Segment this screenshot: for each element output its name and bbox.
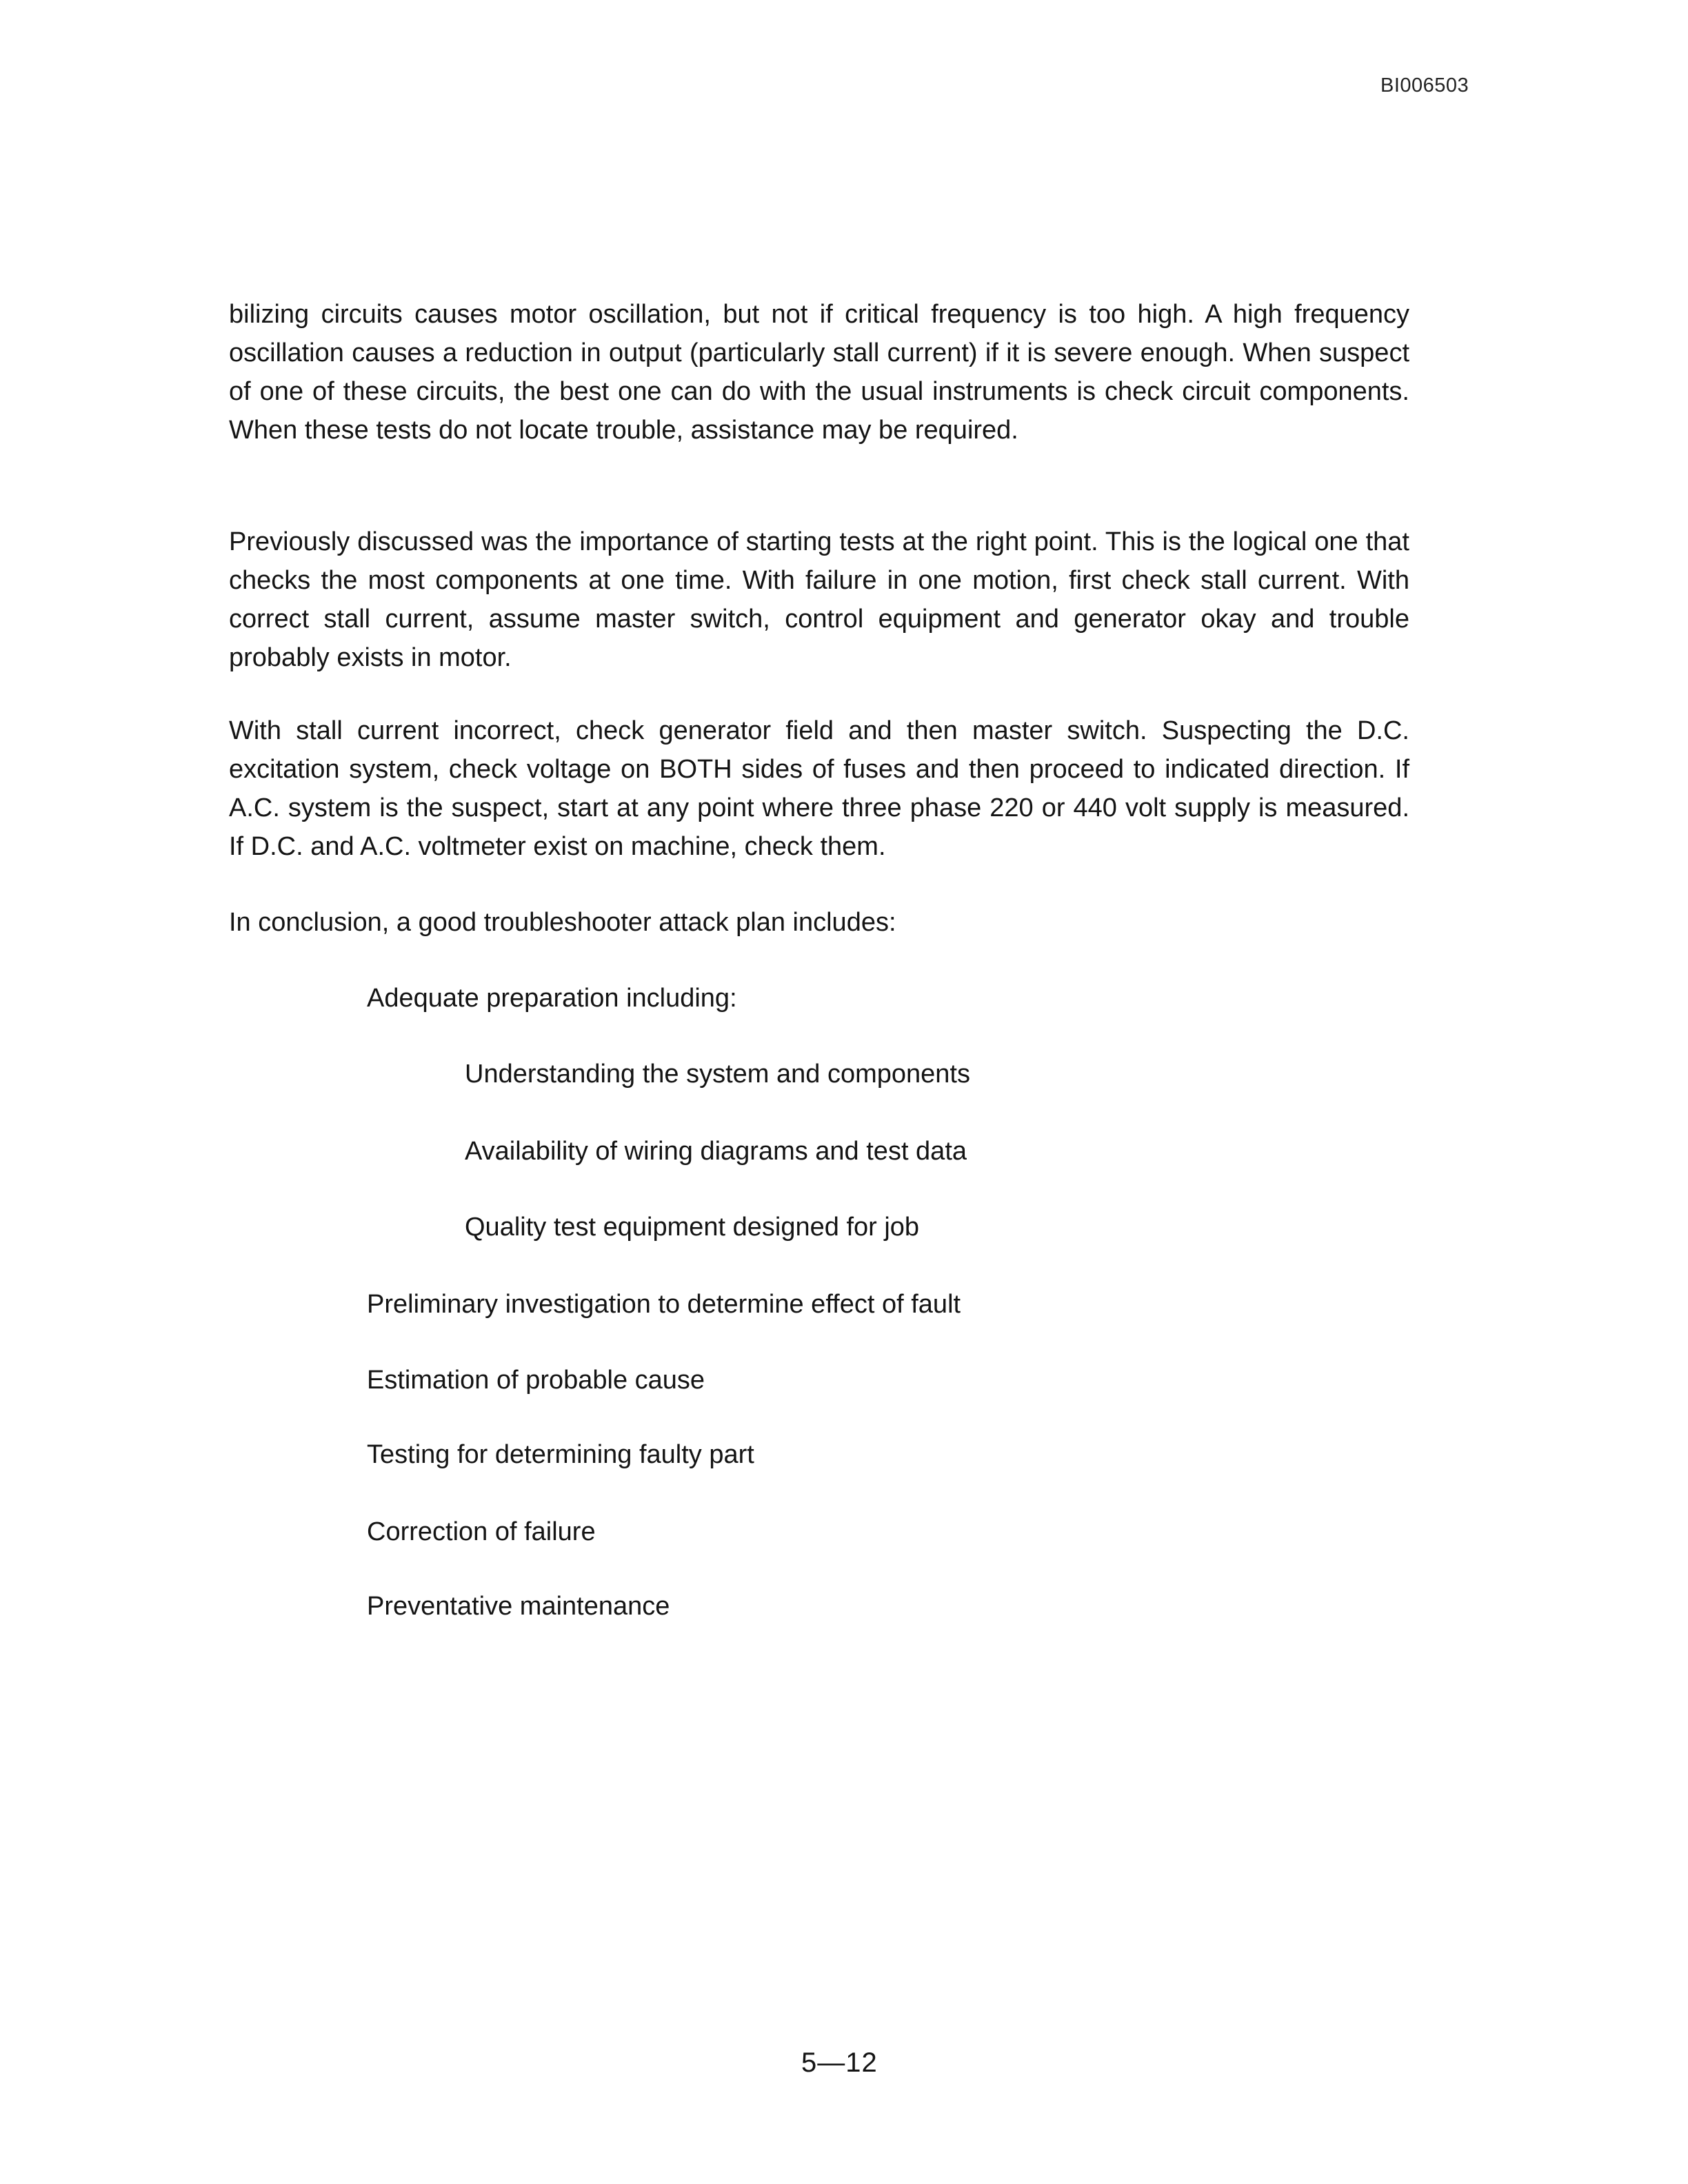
paragraph-conclusion: In conclusion, a good troubleshooter attack plan includes: [229, 908, 896, 937]
document-id: BI006503 [1380, 74, 1469, 97]
page-number: 5—12 [801, 2048, 878, 2078]
list-item: Preliminary investigation to determine effect of fault [367, 1290, 961, 1319]
list-item: Adequate preparation including: [367, 984, 737, 1013]
paragraph-starting-tests: Previously discussed was the importance of starting tests at the right point. This is the logical one that checks the most components at one time. With failure in one motion, first check stall current. With correct stall current, assume master switch, control equipment and generator okay and trouble probably exists in motor. [229, 527, 1409, 672]
list-subitem: Understanding the system and components [465, 1060, 970, 1089]
list-subitem: Availability of wiring diagrams and test data [465, 1137, 967, 1166]
list-item: Correction of failure [367, 1517, 596, 1546]
paragraph-stabilizing-circuits: bilizing circuits causes motor oscillation, but not if critical frequency is too high. A high frequency oscillation causes a reduction in output (particularly stall current) if it is severe enough. When suspect of one of these circuits, the best one can do with the usual instruments is check circuit components. When these tests do not locate trouble, assistance may be required. [229, 300, 1409, 445]
list-item: Testing for determining faulty part [367, 1440, 754, 1469]
list-item: Estimation of probable cause [367, 1366, 705, 1395]
list-item: Preventative maintenance [367, 1592, 670, 1621]
paragraph-stall-current-incorrect: With stall current incorrect, check generator field and then master switch. Suspecting the D.C. excitation system, check voltage on BOTH sides of fuses and then proceed to indicated direction. If A.C. system is the suspect, start at any point where three phase 220 or 440 volt supply is measured. If D.C. and A.C. voltmeter exist on machine, check them. [229, 716, 1409, 861]
list-subitem: Quality test equipment designed for job [465, 1213, 920, 1242]
